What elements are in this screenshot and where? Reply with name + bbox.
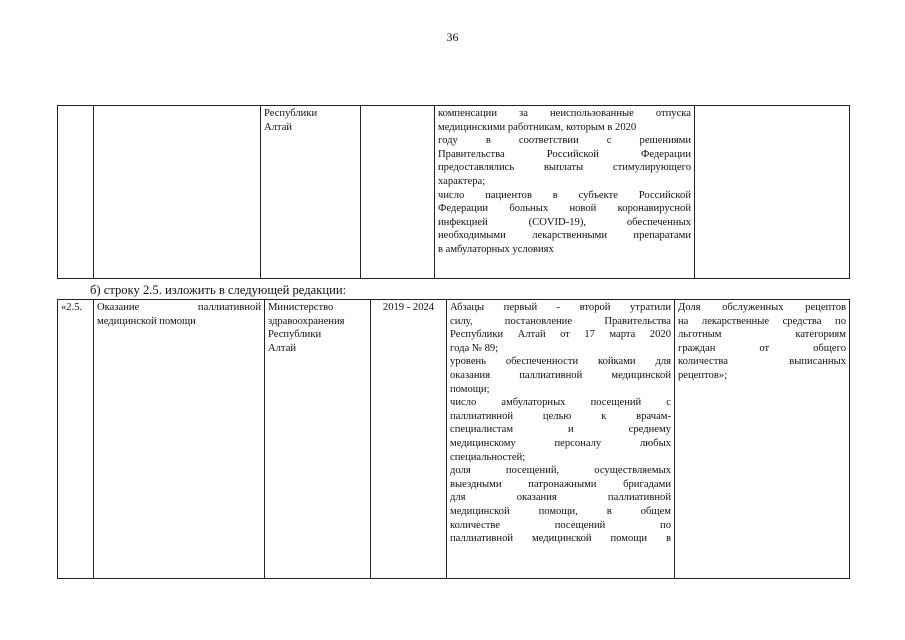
indicator-line: года № 89; bbox=[450, 342, 499, 354]
cell-result bbox=[675, 300, 850, 579]
cell-number bbox=[58, 106, 94, 279]
indicator-line: паллиативной медицинской помощи в bbox=[450, 533, 671, 545]
indicator-line: специалистам и среднему bbox=[450, 424, 671, 436]
cell-executor bbox=[261, 106, 361, 279]
executor-line: Алтай bbox=[264, 121, 293, 133]
cell-result bbox=[695, 106, 850, 279]
result-line: льготным категориям bbox=[678, 329, 846, 341]
cell-indicators bbox=[447, 300, 675, 579]
indicator-line: число амбулаторных посещений с bbox=[450, 397, 671, 409]
indicator-line: медицинскими работникам, которым в 2020 bbox=[438, 121, 637, 133]
cell-name bbox=[94, 106, 261, 279]
indicator-line: году в соответствии с решениями bbox=[438, 135, 691, 147]
continued-table-row bbox=[57, 105, 850, 279]
indicator-line: доля посещений, осуществляемых bbox=[450, 465, 671, 477]
result-line: рецептов»; bbox=[678, 369, 728, 381]
executor-line: Министерство bbox=[268, 302, 334, 313]
indicator-line: медицинской помощи, в общем bbox=[450, 505, 671, 517]
executor-line: здравоохранения bbox=[268, 315, 345, 327]
result-line: граждан от общего bbox=[678, 342, 846, 354]
indicator-line: специальностей; bbox=[450, 451, 526, 463]
cell-name bbox=[94, 300, 265, 579]
executor-line: Республики bbox=[268, 329, 322, 341]
indicator-line: в амбулаторных условиях bbox=[438, 243, 554, 255]
result-line: на лекарственные средства по bbox=[678, 315, 846, 327]
indicator-line: предоставлялись выплаты стимулирующего bbox=[438, 162, 691, 174]
amended-table-row bbox=[57, 299, 850, 579]
indicator-line: необходимыми лекарственными препаратами bbox=[438, 230, 691, 242]
indicator-line: силу, постановление Правительства bbox=[450, 315, 671, 327]
indicator-line: компенсации за неиспользованные отпуска bbox=[438, 108, 691, 119]
indicator-line: паллиативной целью к врачам- bbox=[450, 410, 671, 422]
executor-line: Республики bbox=[264, 108, 318, 119]
amendment-caption: б) строку 2.5. изложить в следующей редакции: bbox=[90, 283, 347, 297]
indicator-line: количестве посещений по bbox=[450, 519, 671, 531]
indicator-line: для оказания паллиативной bbox=[450, 492, 671, 504]
indicator-line: число пациентов в субъекте Российской bbox=[438, 189, 691, 201]
name-line: Оказание паллиативной bbox=[97, 302, 261, 313]
indicator-line: Правительства Российской Федерации bbox=[438, 148, 691, 160]
name-line: медицинской помощи bbox=[97, 315, 196, 327]
cell-executor bbox=[265, 300, 371, 579]
result-line: количества выписанных bbox=[678, 356, 846, 368]
indicator-line: Республики Алтай от 17 марта 2020 bbox=[450, 329, 671, 341]
cell-number: «2.5. bbox=[58, 300, 94, 579]
indicator-line: характера; bbox=[438, 175, 486, 187]
indicator-line: выездными патронажными бригадами bbox=[450, 478, 671, 490]
indicator-line: оказания паллиативной медицинской bbox=[450, 369, 671, 381]
indicator-line: Абзацы первый - второй утратили bbox=[450, 302, 671, 313]
result-line: Доля обслуженных рецептов bbox=[678, 302, 846, 313]
indicator-line: помощи; bbox=[450, 383, 490, 395]
indicator-line: уровень обеспеченности койками для bbox=[450, 356, 671, 368]
indicator-line: инфекцией (COVID-19), обеспеченных bbox=[438, 216, 691, 228]
indicator-line: Федерации больных новой коронавирусной bbox=[438, 203, 691, 215]
indicator-line: медицинскому персоналу любых bbox=[450, 437, 671, 449]
cell-period bbox=[361, 106, 435, 279]
cell-indicators bbox=[435, 106, 695, 279]
cell-period: 2019 - 2024 bbox=[371, 300, 447, 579]
executor-line: Алтай bbox=[268, 342, 297, 354]
page-number: 36 bbox=[446, 30, 459, 44]
